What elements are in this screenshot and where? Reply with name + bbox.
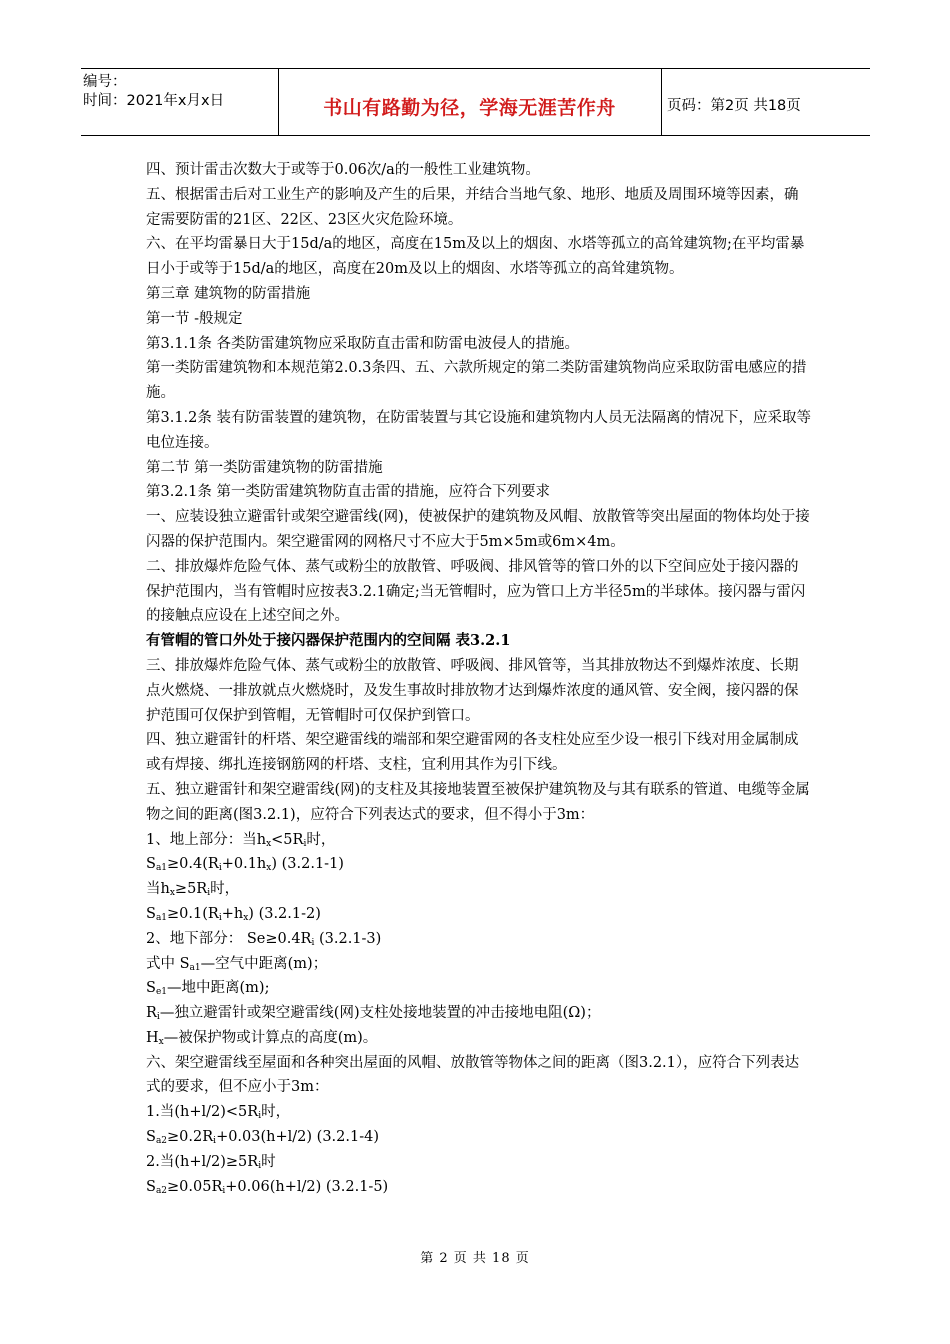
- paragraph: 式中 $S_{a1}—$空气中距离(m)；: [146, 955, 328, 973]
- page-footer: 第 2 页 共 18 页: [420, 1251, 530, 1266]
- paragraph: $S_{a2}\ge 0.2R_i+0.03(h+l/2)$ (3.2.1-4): [146, 1129, 379, 1147]
- paragraph: 四、独立避雷针的杆塔、架空避雷线的端部和架空避雷网的各支柱处应至少设一根引下线对用金属制成或有焊接、绑扎连接钢筋网的杆塔、支柱，宜利用其作为引下线。: [146, 732, 799, 774]
- paragraph: 第三章 建筑物的防雷措施: [146, 285, 311, 302]
- paragraph: $S_{a1}\ge 0.1(R_i+h_x)$ (3.2.1-2): [146, 905, 321, 923]
- paragraph: 第二节 第一类防雷建筑物的防雷措施: [146, 459, 383, 476]
- paragraph: $H_x—$被保护物或计算点的高度(m)。: [146, 1029, 378, 1047]
- paragraph: 第3.2.1条 第一类防雷建筑物防直击雷的措施，应符合下列要求: [146, 484, 551, 501]
- header-divider: [661, 69, 662, 135]
- paragraph: 第3.1.1条 各类防雷建筑物应采取防直击雷和防雷电波侵人的措施。: [146, 335, 580, 352]
- paragraph: $S_{a2}\ge 0.05R_i+0.06(h+l/2)$ (3.2.1-5): [146, 1178, 389, 1196]
- document-body: [146, 158, 811, 1199]
- paragraph: 第3.1.2条 装有防雷装置的建筑物，在防雷装置与其它设施和建筑物内人员无法隔离的情况下，应采取等电位连接。: [146, 409, 811, 451]
- header-motto: 书山有路勤为径，学海无涯苦作舟: [323, 97, 616, 119]
- header-number: 编号：: [83, 74, 127, 90]
- paragraph: 五、独立避雷针和架空避雷线(网)的支柱及其接地装置至被保护建筑物及与其有联系的管道、电缆等金属物之间的距离(图3.2.1)，应符合下列表达式的要求，但不得小于3m：: [146, 781, 810, 823]
- paragraph: $R_i—$独立避雷针或架空避雷线(网)支柱处接地装置的冲击接地电阻(Ω)；: [146, 1005, 601, 1023]
- paragraph: 一、应装设独立避雷针或架空避雷线(网)，使被保护的建筑物及风帽、放散管等突出屋面的物体均处于接闪器的保护范围内。架空避雷网的网格尺寸不应大于5m×5m或6m×4m。: [146, 509, 810, 550]
- paragraph: 三、排放爆炸危险气体、蒸气或粉尘的放散管、呼吸阀、排风管等，当其排放物达不到爆炸浓度、长期点火燃烧、一排放就点火燃烧时，及发生事故时排放物才达到爆炸浓度的通风管、安全阀，接闪器的保护范围可仅保护到管帽，无管帽时可仅保护到管口。: [146, 657, 799, 724]
- paragraph: 1、地上部分：当$h_x<5R_i$时，: [146, 831, 336, 849]
- paragraph: 1.当$(h+l/2)<5R_i$时，: [146, 1104, 291, 1122]
- paragraph: 第一节 -般规定: [146, 310, 243, 327]
- table-caption: 有管帽的管口外处于接闪器保护范围内的空间隔 表3.2.1: [146, 632, 511, 650]
- paragraph: 2、地下部分： $Se\ge 0.4R_i$ (3.2.1-3): [146, 930, 382, 948]
- paragraph: 第一类防雷建筑物和本规范第2.0.3条四、五、六款所规定的第二类防雷建筑物尚应采取防雷电感应的措施。: [146, 360, 807, 402]
- paragraph: $S_{a1}\ge 0.4(R_i+0.1h_x)$ (3.2.1-1): [146, 856, 344, 874]
- header-page-info: 页码：第2页 共18页: [667, 98, 801, 114]
- paragraph: 2.当$(h+l/2)\ge 5R_i$时: [146, 1153, 276, 1171]
- paragraph: $S_{e1}—$地中距离(m);: [146, 980, 270, 998]
- paragraph: 当$h_x\ge 5R_i$时，: [146, 881, 240, 899]
- paragraph: 四、预计雷击次数大于或等于0.06次/a的一般性工业建筑物。: [146, 162, 540, 178]
- paragraph: 二、排放爆炸危险气体、蒸气或粉尘的放散管、呼吸阀、排风管等的管口外的以下空间应处于接闪器的保护范围内，当有管帽时应按表3.2.1确定;当无管帽时，应为管口上方半径5m的半球体。接闪器与雷闪的接触点应设在上述空间之外。: [146, 558, 806, 625]
- paragraph: 六、架空避雷线至屋面和各种突出屋面的风帽、放散管等物体之间的距离（图3.2.1），应符合下列表达式的要求，但不应小于3m：: [146, 1054, 800, 1096]
- header-time: 时间：2021年x月x日: [83, 93, 225, 109]
- header-meta: [83, 73, 275, 111]
- paragraph: 五、根据雷击后对工业生产的影响及产生的后果，并结合当地气象、地形、地质及周围环境等因素，确定需要防雷的21区、22区、23区火灾危险环境。: [146, 186, 799, 228]
- paragraph: 六、在平均雷暴日大于15d/a的地区，高度在15m及以上的烟囱、水塔等孤立的高耸建筑物;在平均雷暴日小于或等于15d/a的地区，高度在20m及以上的烟囱、水塔等孤立的高耸建筑物。: [146, 236, 805, 278]
- page-header: [81, 68, 870, 136]
